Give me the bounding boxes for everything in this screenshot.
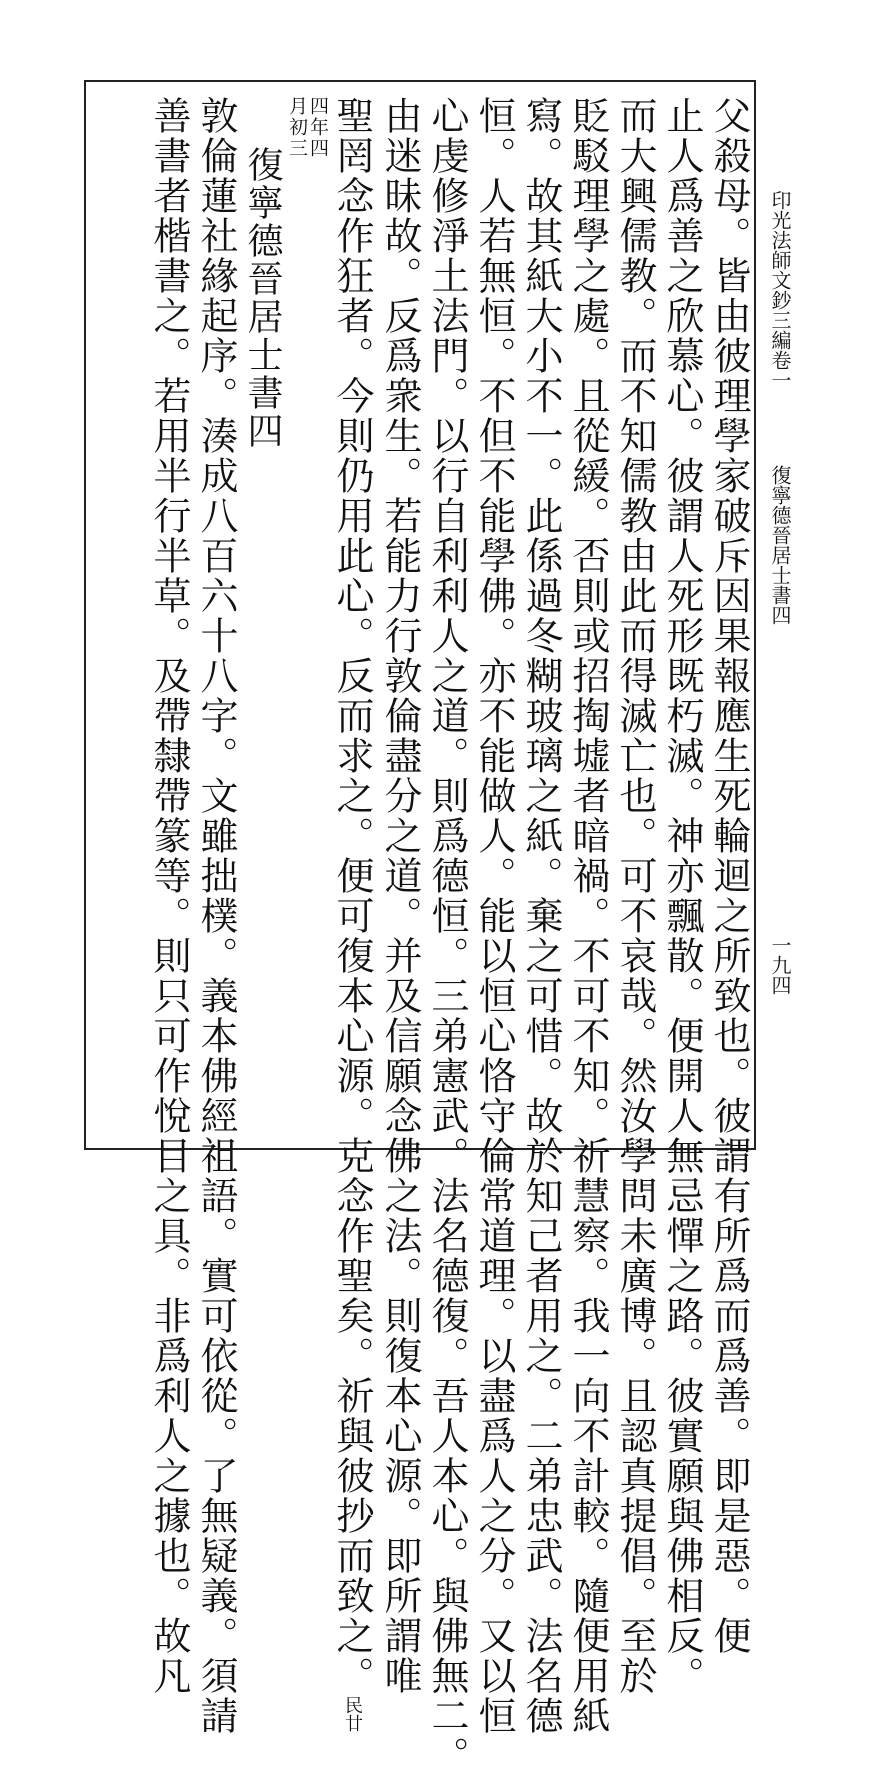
text-column: 敦倫蓮社緣起序。湊成八百六十八字。文雖拙樸。義本佛經祖語。實可依從。了無疑義。須請 bbox=[194, 96, 238, 1736]
text-column: 善書者楷書之。若用半行半草。及帶隸帶篆等。則只可作悅目之具。非爲利人之據也。故凡 bbox=[147, 96, 191, 1696]
text-column bbox=[328, 96, 376, 1732]
text-column-content: 聖罔念作狂者。今則仍用此心。反而求之。便可復本心源。克念作聖矣。祈與彼抄而致之。 bbox=[330, 96, 374, 1696]
running-header bbox=[757, 190, 803, 1150]
text-column: 而大興儒教。而不知儒教由此而得滅亡也。可不哀哉。然汝學問未廣博。且認真提倡。至於 bbox=[613, 96, 657, 1696]
date-note-end: 民廿 bbox=[342, 1696, 363, 1732]
text-column: 心虔修淨土法門。以行自利利人之道。則爲德恒。三弟憲武。法名德復。吾人本心。與佛無二。 bbox=[425, 96, 469, 1776]
letter-title: 復寧德晉居士書四 bbox=[242, 146, 283, 450]
text-column: 寫。故其紙大小不一。此係過冬糊玻璃之紙。棄之可惜。故於知己者用之。二弟忠武。法名德 bbox=[519, 96, 563, 1736]
text-column: 貶駁理學之處。且從緩。否則或招掏墟者暗禍。不可不知。祈慧察。我一向不計較。隨便用紙 bbox=[566, 96, 610, 1736]
page-number: 一九四 bbox=[768, 935, 792, 995]
main-text bbox=[92, 96, 752, 1776]
date-note-line: 月初三 bbox=[286, 96, 308, 159]
text-column: 恒。人若無恒。不但不能學佛。亦不能做人。能以恒心恪守倫常道理。以盡爲人之分。又以恒 bbox=[472, 96, 516, 1736]
text-column: 由迷昧故。反爲衆生。若能力行敦倫盡分之道。并及信願念佛之法。則復本心源。即所謂唯 bbox=[378, 96, 422, 1696]
section-title: 復寧德晉居士書四 bbox=[768, 465, 792, 625]
text-column: 父殺母。皆由彼理學家破斥因果報應生死輪迴之所致也。彼謂有所爲而爲善。即是惡。便 bbox=[707, 96, 751, 1656]
date-note bbox=[286, 96, 328, 1146]
text-column: 止人爲善之欣慕心。彼謂人死形既朽滅。神亦飄散。便開人無忌憚之路。彼實願與佛相反。 bbox=[660, 96, 704, 1696]
date-note-line: 四年四 bbox=[307, 96, 329, 159]
book-title: 印光法師文鈔三編卷一 bbox=[768, 190, 792, 390]
